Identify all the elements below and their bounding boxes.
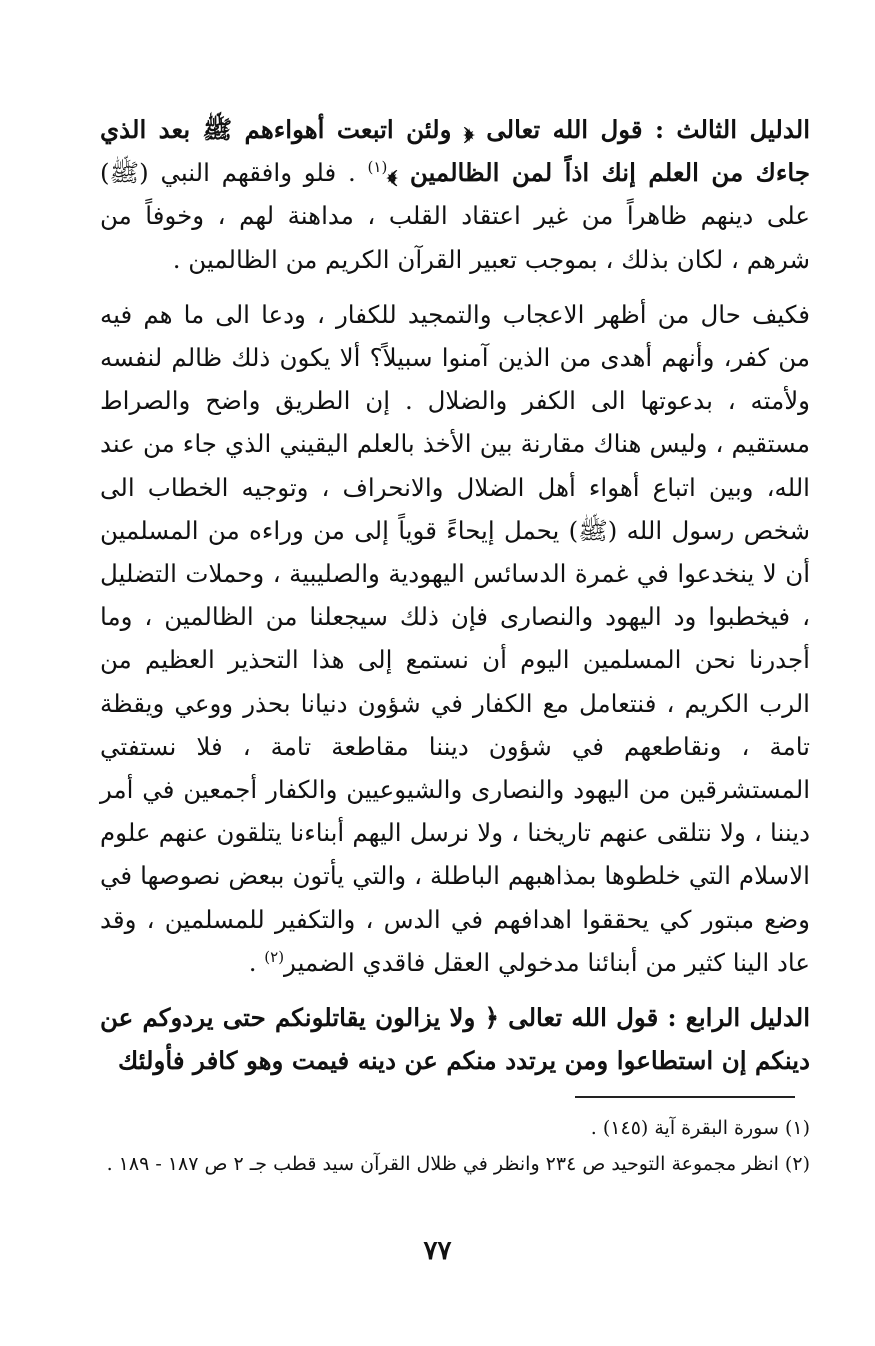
- page-number: ٧٧: [423, 1236, 452, 1266]
- paragraph-discussion: [100, 293, 810, 984]
- footnote-ref-2: (٢): [264, 947, 285, 966]
- discussion-body: فكيف حال من أظهر الاعجاب والتمجيد للكفار ، ودعا الى ما هم فيه من كفر، وأنهم أهدى من الذين آمنوا سبيلاً؟ ألا يكون ذلك ظالم لنفسه ولأمته ، بدعوتها الى الكفر والضلال . إن الطريق واضح والصراط مستقيم ، وليس هناك مقارنة بين الأخذ بالعلم اليقيني الذي جاء من عند الله، وبين اتباع أهواء أهل الضلال والانحراف ، وتوجيه الخطاب الى شخص رسول الله (ﷺ) يحمل إيحاءً قوياً إلى من وراءه من المسلمين أن لا ينخدعوا في غمرة الدسائس اليهودية والصليبية ، وحملات التضليل ، فيخطبوا ود اليهود والنصارى فإن ذلك سيجعلنا من الظالمين ، وما أجدرنا نحن المسلمين اليوم أن نستمع إلى هذا التحذير العظيم من الرب الكريم ، فنتعامل مع الكفار في شؤون دنيانا بحذر ووعي ويقظة تامة ، ونقاطعهم في شؤون ديننا مقاطعة تامة ، فلا نستفتي المستشرقين من اليهود والنصارى والشيوعيين والكفار أجمعين في أمر ديننا ، ولا نتلقى عنهم تاريخنا ، ولا نرسل اليهم أبناءنا يتلقون عنهم علوم الاسلام التي خلطوها بمذاهبهم الباطلة ، والتي يأتون ببعض نصوصها في وضع مبتور كي يحققوا اهدافهم في الدس ، والتكفير للمسلمين ، وقد عاد الينا كثير من أبنائنا مدخولي العقل فاقدي الضمير: [100, 299, 810, 977]
- discussion-tail: .: [248, 947, 265, 977]
- third-evidence-heading: الدليل الثالث : قول الله تعالى ﴿ ولئن اتبعت أهواءهم ﷺ بعد الذي جاءك من العلم إنك اذاً لمن الظالمين ﴾: [100, 115, 811, 188]
- fourth-evidence-heading: الدليل الرابع : قول الله تعالى ﴿ ولا يزالون يقاتلونكم حتى يردوكم عن دينكم إن استطاعوا ومن يرتدد منكم عن دينه فيمت وهو كافر فأولئك: [100, 1003, 810, 1076]
- main-text: [100, 108, 810, 1082]
- footnotes: [100, 1112, 810, 1180]
- third-evidence-body: . فلو وافقهم النبي (ﷺ) على دينهم ظاهراً من غير اعتقاد القلب ، مداهنة لهم ، وخوفاً من شرهم ، لكان بذلك ، بموجب تعبير القرآن الكريم من الظالمين .: [100, 158, 810, 274]
- footnote-1: (١) سورة البقرة آية (١٤٥) .: [590, 1117, 810, 1139]
- paragraph-third-evidence: [100, 108, 810, 281]
- paragraph-fourth-evidence: [100, 996, 810, 1082]
- footnote-divider: [575, 1096, 795, 1098]
- footnote-ref-1: (١): [367, 158, 388, 177]
- footnote-2: (٢) انظر مجموعة التوحيد ص ٢٣٤ وانظر في ظلال القرآن سيد قطب جـ ٢ ص ١٨٧ - ١٨٩ .: [106, 1153, 810, 1175]
